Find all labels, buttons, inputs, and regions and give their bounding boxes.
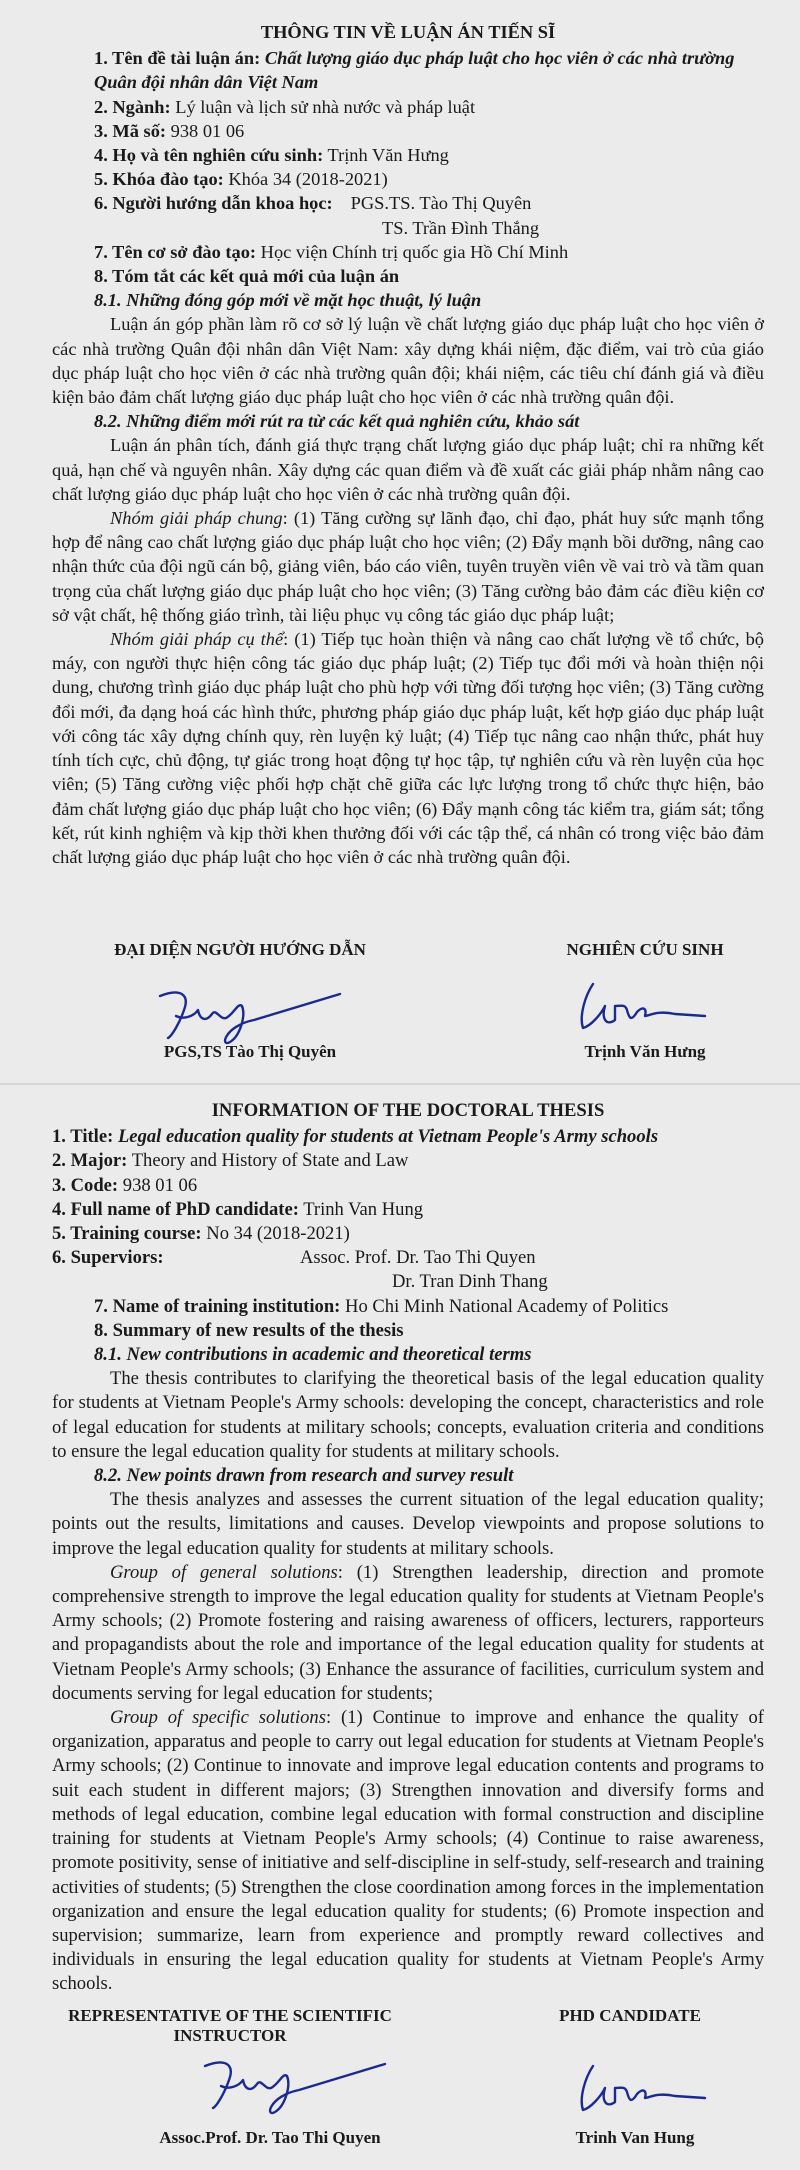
vi-sig-left-heading: ĐẠI DIỆN NGƯỜI HƯỚNG DẪN [114, 940, 366, 959]
en-sig-left-heading: REPRESENTATIVE OF THE SCIENTIFIC INSTRUCTOR [68, 2006, 392, 2045]
en-major-value: Theory and History of State and Law [131, 1150, 409, 1172]
en-sig-right-heading: PHD CANDIDATE [559, 2006, 701, 2025]
vi-course-label: 5. Khóa đào tạo: [94, 169, 224, 190]
vi-line-6b [52, 216, 764, 240]
vi-candidate-value: Trịnh Văn Hưng [327, 145, 449, 166]
vi-supervisor-2: TS. Trần Đình Thắng [382, 217, 540, 238]
en-specific-text: : (1) Continue to improve and enhance the quality of organization, apparatus and people to carry out legal education for students at Vietnam People's Army schools; (2) Continue to innovate and improve legal education contents and programs to suit each student in different majors; (3) Strengthen innovation and diversify forms and methods of legal education, combine legal education with formal construction and discipline training for students at Vietnam People's Army schools; (4) Continue to raise awareness, promote positivity, sense of initiative and self-discipline in self-study, self-research and training activities of students; (5) Strengthen the close coordination among forces in the implementation organization and ensure the legal education quality for students; (6) Promote inspection and supervision; summarize, learn from experience and promptly reward collectives and individuals in ensuring the legal education quality for students at Vietnam People's Army schools. [52, 1707, 764, 1995]
vi-supervisor-label: 6. Người hướng dẫn khoa học: [94, 193, 333, 214]
vi-line-4 [52, 143, 764, 167]
en-major-label: 2. Major: [52, 1150, 128, 1172]
en-line-2 [52, 1149, 764, 1173]
vi-institution-label: 7. Tên cơ sở đào tạo: [94, 241, 257, 262]
vi-candidate-signature [565, 976, 715, 1046]
vi-line-6 [52, 191, 764, 215]
vi-general-solutions [52, 506, 764, 627]
vi-summary-heading: 8. Tóm tắt các kết quả mới của luận án [94, 266, 400, 287]
vi-supervisor-name: PGS,TS Tào Thị Quyên [163, 1042, 337, 1061]
en-line-6 [52, 1246, 764, 1270]
en-line-4 [52, 1198, 764, 1222]
en-title-label: 1. Title: [52, 1126, 114, 1148]
section-divider [0, 1083, 800, 1085]
en-candidate-label: 4. Full name of PhD candidate: [52, 1198, 299, 1220]
en-course-label: 5. Training course: [52, 1223, 202, 1245]
vi-candidate-label: 4. Họ và tên nghiên cứu sinh: [94, 145, 324, 166]
vi-thesis-title-label: 1. Tên đề tài luận án: [94, 48, 261, 69]
en-specific-solutions [52, 1706, 764, 1996]
en-candidate-signature [565, 2058, 715, 2128]
en-8-1-text: The thesis contributes to clarifying the theoretical basis of the legal education quality for students at Vietnam People's Army schools: developing the concept, characteristics and role of legal education for students at military schools; concepts, evaluation criteria and conditions to ensure the legal education quality for students at military schools. [52, 1368, 764, 1462]
en-supervisor-signature [195, 2046, 395, 2126]
en-specific-label: Group of specific solutions [110, 1707, 326, 1729]
en-code-label: 3. Code: [52, 1174, 119, 1196]
vi-specific-label: Nhóm giải pháp cụ thể [110, 629, 284, 650]
vi-candidate-name: Trịnh Văn Hưng [584, 1042, 706, 1061]
vi-8-1-text: Luận án góp phần làm rõ cơ sở lý luận về chất lượng giáo dục pháp luật cho học viên ở các nhà trường Quân đội nhân dân Việt Nam: xây dựng khái niệm, đặc điểm, vai trò của giáo dục pháp luật cho học viên ở các nhà trường quân đội; khái niệm, các tiêu chí đánh giá và điều kiện bảo đảm chất lượng giáo dục pháp luật cho học viên ở các nhà trường quân đội. [52, 314, 764, 408]
vi-specific-solutions [52, 627, 764, 869]
en-summary-heading: 8. Summary of new results of the thesis [94, 1319, 404, 1341]
vi-major-value: Lý luận và lịch sử nhà nước và pháp luật [175, 96, 476, 117]
vi-general-text: : (1) Tăng cường sự lãnh đạo, chỉ đạo, phát huy sức mạnh tổng hợp để nâng cao chất lượng giáo dục pháp luật cho học viên; (2) Đẩy mạnh bồi dưỡng, nâng cao nhận thức của đội ngũ cán bộ, giảng viên, báo cáo viên, tuyên truyền viên về vai trò và tầm quan trọng của chất lượng giáo dục pháp luật cho học viên; (3) Tăng cường bảo đảm các điều kiện cơ sở vật chất, hệ thống giáo trình, tài liệu phục vụ công tác giáo dục pháp luật; [52, 508, 764, 625]
en-institution-label: 7. Name of training institution: [94, 1295, 341, 1317]
english-section [52, 1099, 764, 1997]
vi-sig-right-heading: NGHIÊN CỨU SINH [566, 940, 724, 959]
vi-line-1 [52, 46, 764, 94]
en-line-5 [52, 1222, 764, 1246]
en-title: INFORMATION OF THE DOCTORAL THESIS [211, 1100, 605, 1121]
en-supervisor-name: Assoc.Prof. Dr. Tao Thi Quyen [159, 2128, 381, 2147]
en-supervisor-2: Dr. Tran Dinh Thang [392, 1271, 548, 1293]
en-general-solutions [52, 1561, 764, 1706]
vi-8-2-text: Luận án phân tích, đánh giá thực trạng chất lượng giáo dục pháp luật; chỉ ra những kết quả, hạn chế và nguyên nhân. Xây dựng các quan điểm và đề xuất các giải pháp nhằm nâng cao chất lượng giáo dục pháp luật cho học viên ở các nhà trường quân đội. [52, 435, 764, 504]
en-course-value: No 34 (2018-2021) [206, 1223, 350, 1245]
en-line-7 [52, 1295, 764, 1319]
vi-major-label: 2. Ngành: [94, 96, 171, 117]
en-institution-value: Ho Chi Minh National Academy of Politics [345, 1295, 669, 1317]
en-candidate-value: Trinh Van Hung [303, 1198, 424, 1220]
en-line-1 [52, 1125, 764, 1149]
en-general-text: : (1) Strengthen leadership, direction and promote comprehensive strength to improve the legal education quality for students at Vietnam People's Army schools; (2) Promote fostering and raising awareness of officers, lecturers, rapporteurs and propagandists about the role and importance of the legal education quality for students at Vietnam People's Army schools; (3) Enhance the assurance of facilities, curriculum system and documents serving for legal education for students; [52, 1561, 764, 1704]
en-line-6b [52, 1270, 764, 1294]
vi-8-2-heading: 8.2. Những điểm mới rút ra từ các kết quả nghiên cứu, khảo sát [94, 411, 580, 432]
en-candidate-name: Trinh Van Hung [575, 2128, 695, 2147]
en-code-value: 938 01 06 [122, 1174, 198, 1196]
vi-institution-value: Học viện Chính trị quốc gia Hồ Chí Minh [260, 241, 569, 262]
en-supervisor-label: 6. Superviors: [52, 1247, 164, 1269]
en-general-label: Group of general solutions [110, 1561, 338, 1583]
vi-general-label: Nhóm giải pháp chung [110, 508, 283, 529]
en-8-2-heading: 8.2. New points drawn from research and survey result [94, 1465, 514, 1487]
vi-line-7 [52, 240, 764, 264]
vi-code-value: 938 01 06 [170, 120, 245, 141]
en-title-value: Legal education quality for students at Vietnam People's Army schools [117, 1126, 659, 1148]
en-8-1-heading: 8.1. New contributions in academic and theoretical terms [94, 1344, 532, 1366]
vi-thesis-title-value: Chất lượng giáo dục pháp luật cho học viên ở các nhà trường Quân đội nhân dân Việt Nam [94, 48, 735, 93]
vi-course-value: Khóa 34 (2018-2021) [228, 169, 388, 190]
vietnamese-section [52, 20, 764, 869]
vi-title: THÔNG TIN VỀ LUẬN ÁN TIẾN SĨ [260, 22, 556, 42]
vi-code-label: 3. Mã số: [94, 120, 167, 141]
en-line-3 [52, 1174, 764, 1198]
vi-line-2 [52, 95, 764, 119]
vi-8-1-heading: 8.1. Những đóng góp mới về mặt học thuật, lý luận [94, 290, 482, 311]
vi-specific-text: : (1) Tiếp tục hoàn thiện và nâng cao chất lượng về tổ chức, bộ máy, con người thực hiện công tác giáo dục pháp luật; (2) Tiếp tục đổi mới và hoàn thiện nội dung, chương trình giáo dục pháp luật cho phù hợp với từng đối tượng học viên; (3) Tăng cường đổi mới, đa dạng hoá các hình thức, phương pháp giáo dục pháp luật, kết hợp giáo dục pháp luật với công tác xây dựng chính quy, rèn luyện kỷ luật; (4) Tiếp tục nâng cao nhận thức, phát huy tính tích cực, chủ động, tự giác trong hoạt động tự học tập, tự nghiên cứu và rèn luyện của học viên; (5) Tăng cường việc phối hợp chặt chẽ giữa các lực lượng trong tổ chức thực hiện, bảo đảm chất lượng giáo dục pháp luật cho học viên; (6) Đẩy mạnh công tác kiểm tra, giám sát; tổng kết, rút kinh nghiệm và kịp thời khen thưởng đối với các tập thể, cá nhân có trong việc bảo đảm chất lượng giáo dục pháp luật cho học viên ở các nhà trường quân đội. [52, 629, 764, 867]
vi-line-5 [52, 167, 764, 191]
en-8-2-text: The thesis analyzes and assesses the current situation of the legal education quality; points out the results, limitations and causes. Develop viewpoints and propose solutions to improve the legal education quality for students at military schools. [52, 1489, 764, 1559]
vi-supervisor-1: PGS.TS. Tào Thị Quyên [350, 193, 532, 214]
en-supervisor-1: Assoc. Prof. Dr. Tao Thi Quyen [300, 1247, 536, 1269]
vi-line-3 [52, 119, 764, 143]
